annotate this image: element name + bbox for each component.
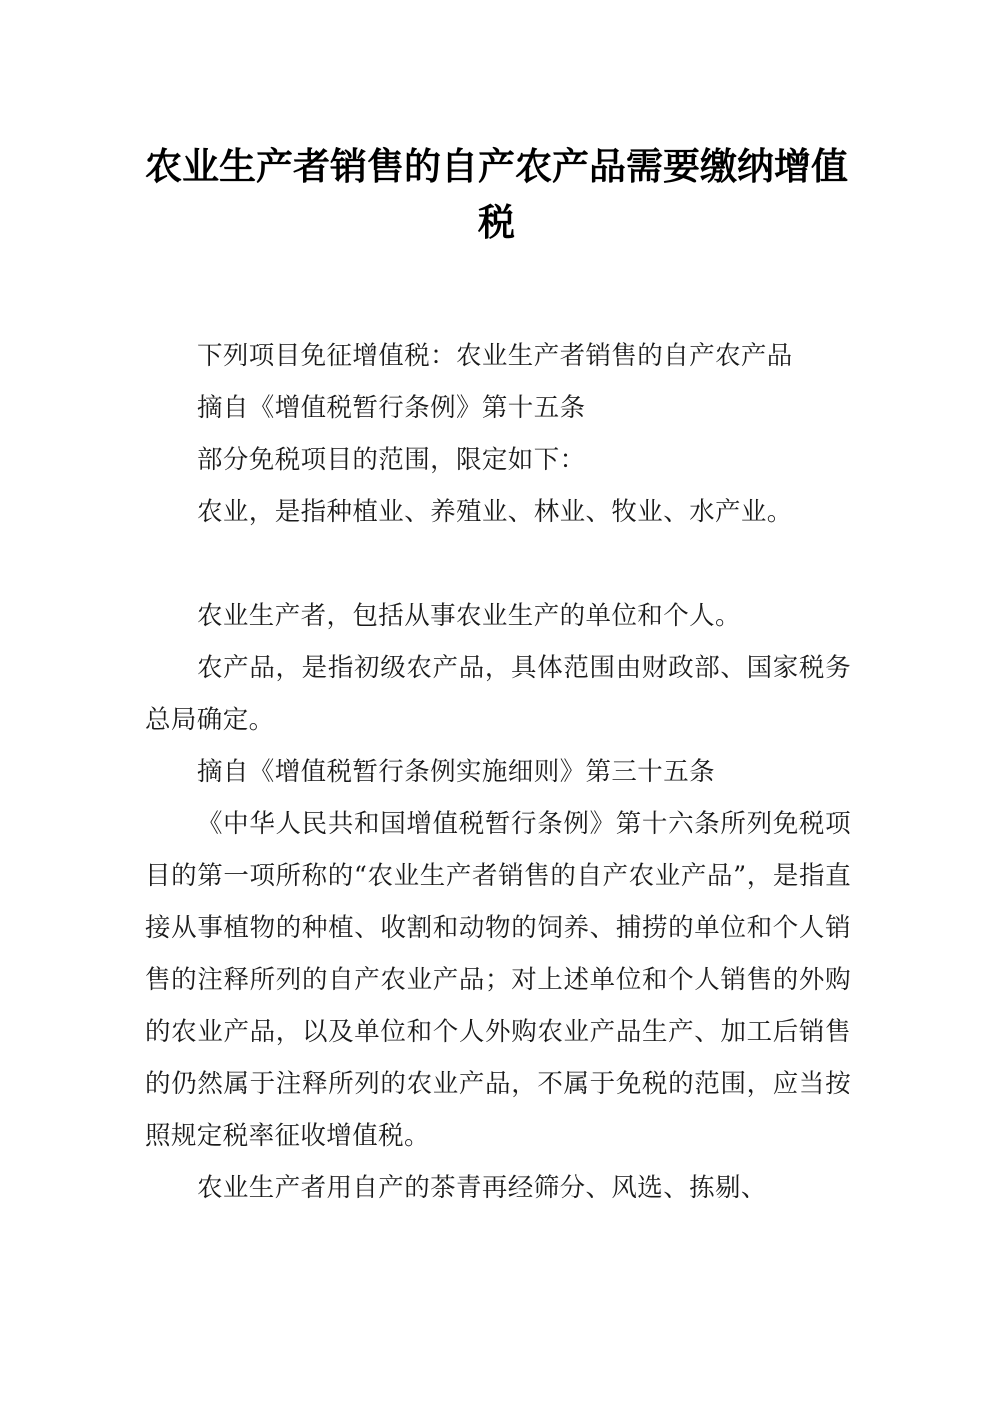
page-title: 农业生产者销售的自产农产品需要缴纳增值税 [145, 143, 848, 244]
paragraph-9: 农业生产者用自产的茶青再经筛分、风选、拣剔、 [197, 1173, 767, 1203]
paragraph-6: 农产品，是指初级农产品，具体范围由财政部、国家税务总局确定。 [145, 653, 851, 735]
paragraph-8: 《中华人民共和国增值税暂行条例》第十六条所列免税项目的第一项所称的“农业生产者销售的自产农业产品”，是指直接从事植物的种植、收割和动物的饲养、捕捞的单位和个人销售的注释所列的自产农业产品；对上述单位和个人销售的外购的农业产品，以及单位和个人外购农业产品生产、加工后销售的仍然属于注释所列的农业产品，不属于免税的范围，应当按照规定税率征收增值税。 [145, 809, 851, 1151]
paragraph-3: 部分免税项目的范围，限定如下： [197, 445, 586, 475]
paragraph-spacer [145, 538, 851, 590]
document-body [145, 330, 851, 1214]
paragraph-2-source-citation: 摘自《增值税暂行条例》第十五条 [197, 393, 586, 423]
paragraph-4: 农业，是指种植业、养殖业、林业、牧业、水产业。 [197, 497, 793, 527]
paragraph-5: 农业生产者，包括从事农业生产的单位和个人。 [197, 601, 741, 631]
paragraph-7-source-citation: 摘自《增值税暂行条例实施细则》第三十五条 [197, 757, 716, 787]
paragraph-1: 下列项目免征增值税：农业生产者销售的自产农产品 [197, 341, 793, 371]
